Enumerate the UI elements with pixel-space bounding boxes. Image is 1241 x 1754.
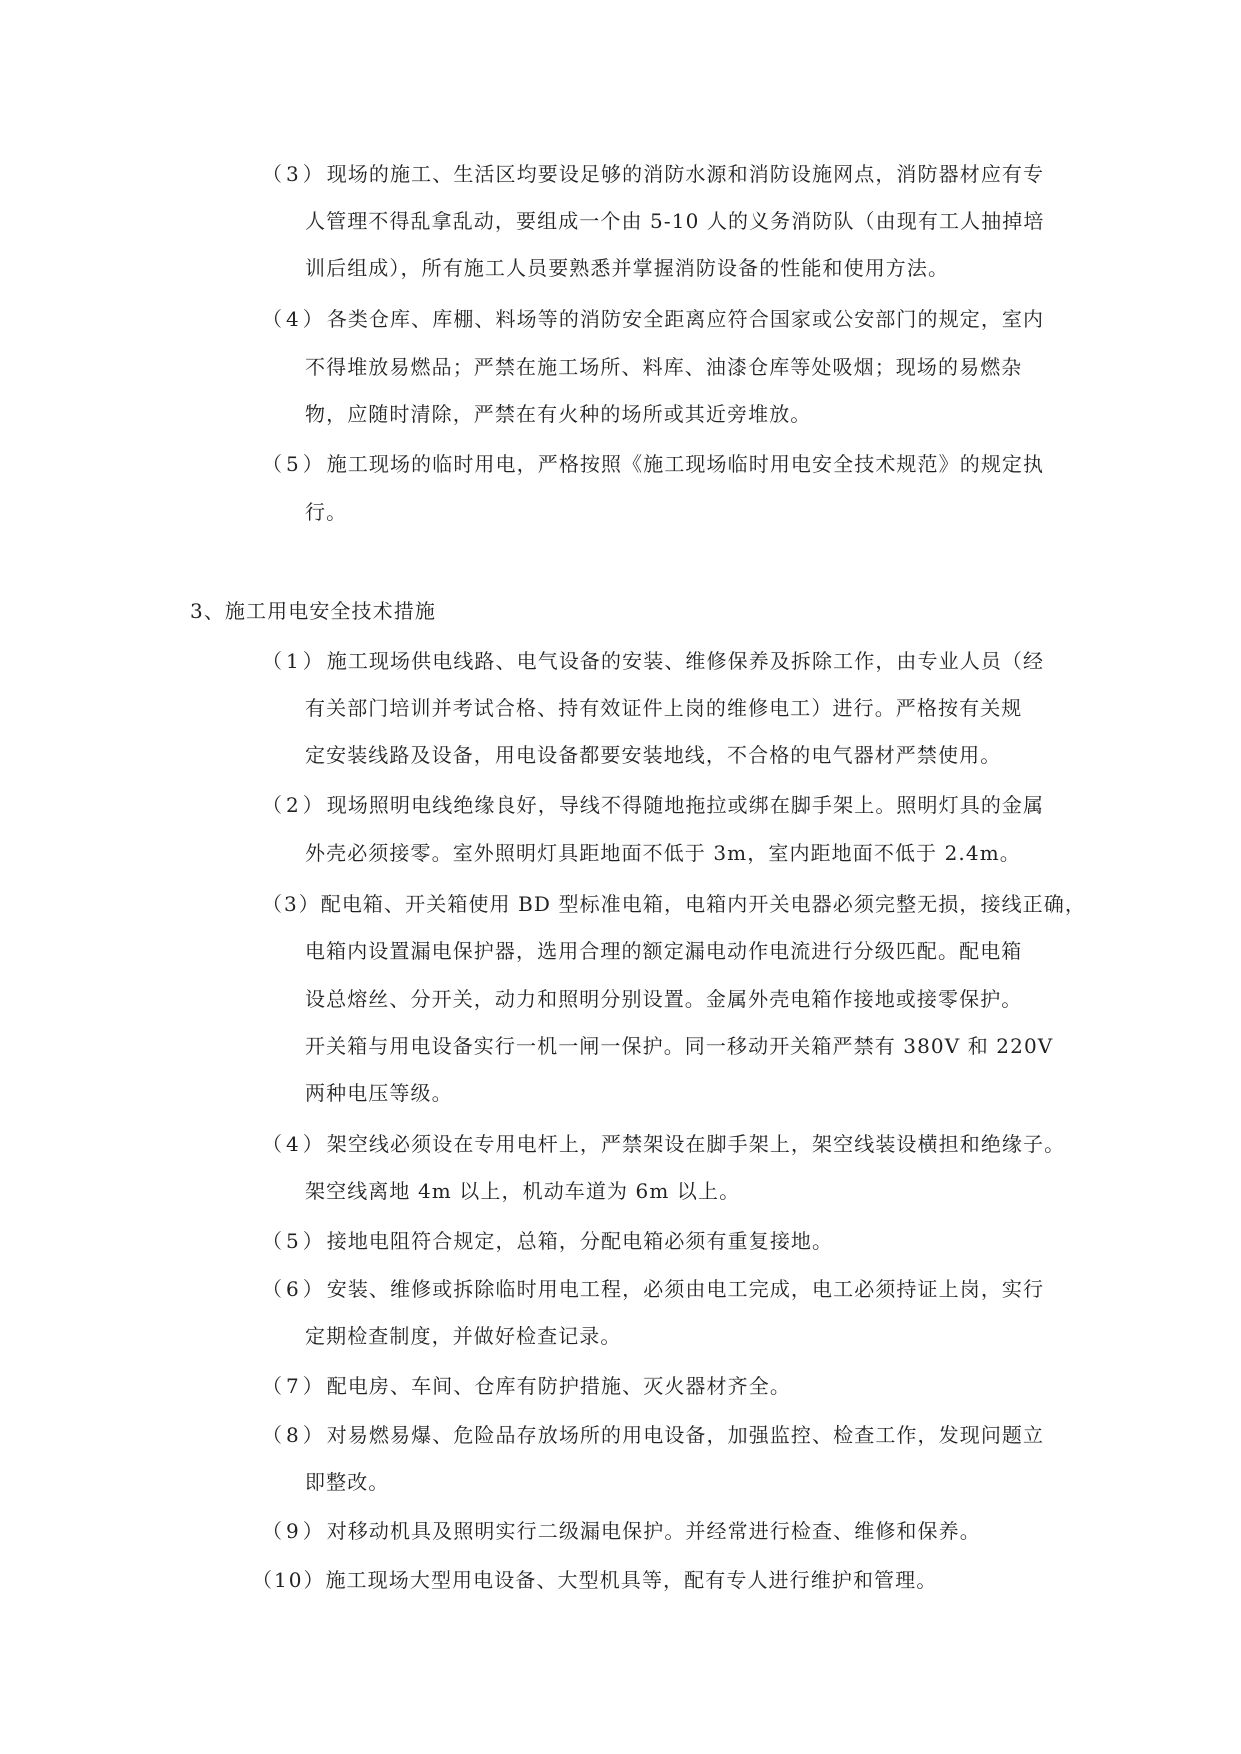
list-item-text: 现场的施工、生活区均要设足够的消防水源和消防设施网点，消防器材应有专 bbox=[326, 162, 1045, 186]
list-item-number: （4） bbox=[262, 307, 327, 331]
list-item-4-line-3: 物，应随时清除，严禁在有火种的场所或其近旁堆放。 bbox=[305, 402, 812, 426]
list-item-number: （1） bbox=[262, 649, 327, 673]
measure-item-4-line-1 bbox=[262, 1131, 1065, 1157]
measure-item-1-line-2: 有关部门培训并考试合格、持有效证件上岗的维修电工）进行。严格按有关规 bbox=[305, 696, 1023, 720]
measure-item-3-line-3: 设总熔丝、分开关，动力和照明分别设置。金属外壳电箱作接地或接零保护。 bbox=[305, 987, 1023, 1011]
measure-item-6-line-2: 定期检查制度，并做好检查记录。 bbox=[305, 1324, 622, 1348]
measure-item-8-line-1 bbox=[262, 1422, 1044, 1448]
list-item-text: 现场照明电线绝缘良好，导线不得随地拖拉或绑在脚手架上。照明灯具的金属 bbox=[326, 793, 1045, 817]
list-item-3-line-1 bbox=[262, 161, 1044, 187]
measure-item-9-line-1 bbox=[262, 1518, 981, 1544]
measure-item-5-line-1 bbox=[262, 1228, 833, 1254]
list-item-number: （9） bbox=[262, 1519, 327, 1543]
measure-item-6-line-1 bbox=[262, 1276, 1044, 1302]
measure-item-8-line-2: 即整改。 bbox=[305, 1470, 390, 1494]
list-item-4-line-2: 不得堆放易燃品；严禁在施工场所、料库、油漆仓库等处吸烟；现场的易燃杂 bbox=[305, 355, 1023, 379]
measure-item-3-line-4: 开关箱与用电设备实行一机一闸一保护。同一移动开关箱严禁有 380V 和 220V bbox=[305, 1034, 1054, 1058]
list-item-number: （7） bbox=[262, 1374, 327, 1398]
measure-item-2-line-1 bbox=[262, 792, 1044, 818]
measure-item-3-line-2: 电箱内设置漏电保护器，选用合理的额定漏电动作电流进行分级匹配。配电箱 bbox=[305, 939, 1023, 963]
section-heading: 3、施工用电安全技术措施 bbox=[190, 599, 436, 623]
measure-item-4-line-2: 架空线离地 4m 以上，机动车道为 6m 以上。 bbox=[305, 1179, 741, 1203]
list-item-text: 施工现场供电线路、电气设备的安装、维修保养及拆除工作，由专业人员（经 bbox=[326, 649, 1045, 673]
list-item-number: （5） bbox=[262, 452, 327, 476]
measure-item-3-line-5: 两种电压等级。 bbox=[305, 1081, 453, 1105]
list-item-number: （3） bbox=[262, 162, 327, 186]
list-item-text: 安装、维修或拆除临时用电工程，必须由电工完成，电工必须持证上岗，实行 bbox=[326, 1277, 1045, 1301]
measure-item-10-line-1 bbox=[252, 1567, 937, 1593]
list-item-4-line-1 bbox=[262, 306, 1044, 332]
list-item-number: （4） bbox=[262, 1132, 327, 1156]
measure-item-2-line-2: 外壳必须接零。室外照明灯具距地面不低于 3m，室内距地面不低于 2.4m。 bbox=[305, 841, 1021, 865]
list-item-3-line-2: 人管理不得乱拿乱动，要组成一个由 5-10 人的义务消防队（由现有工人抽掉培 bbox=[305, 209, 1045, 233]
list-item-text: 配电箱、开关箱使用 BD 型标准电箱，电箱内开关电器必须完整无损，接线正确， bbox=[320, 892, 1086, 916]
list-item-text: 对移动机具及照明实行二级漏电保护。并经常进行检查、维修和保养。 bbox=[326, 1519, 981, 1543]
list-item-text: 架空线必须设在专用电杆上，严禁架设在脚手架上，架空线装设横担和绝缘子。 bbox=[326, 1132, 1066, 1156]
measure-item-7-line-1 bbox=[262, 1373, 791, 1399]
list-item-number: （6） bbox=[262, 1277, 327, 1301]
list-item-text: 接地电阻符合规定，总箱，分配电箱必须有重复接地。 bbox=[326, 1229, 834, 1253]
measure-item-1-line-1 bbox=[262, 648, 1044, 674]
measure-item-1-line-3: 定安装线路及设备，用电设备都要安装地线，不合格的电气器材严禁使用。 bbox=[305, 743, 1002, 767]
list-item-number: （10） bbox=[252, 1568, 326, 1592]
list-item-text: 施工现场的临时用电，严格按照《施工现场临时用电安全技术规范》的规定执 bbox=[326, 452, 1045, 476]
list-item-text: 施工现场大型用电设备、大型机具等，配有专人进行维护和管理。 bbox=[325, 1568, 938, 1592]
list-item-number: （5） bbox=[262, 1229, 327, 1253]
measure-item-3-line-1 bbox=[262, 891, 1086, 917]
list-item-text: 对易燃易爆、危险品存放场所的用电设备，加强监控、检查工作，发现问题立 bbox=[326, 1423, 1045, 1447]
list-item-number: （8） bbox=[262, 1423, 327, 1447]
list-item-3-line-3: 训后组成），所有施工人员要熟悉并掌握消防设备的性能和使用方法。 bbox=[305, 256, 950, 280]
list-item-text: 各类仓库、库棚、料场等的消防安全距离应符合国家或公安部门的规定，室内 bbox=[326, 307, 1045, 331]
list-item-5-line-1 bbox=[262, 451, 1044, 477]
list-item-number: （2） bbox=[262, 793, 327, 817]
list-item-text: 配电房、车间、仓库有防护措施、灭火器材齐全。 bbox=[326, 1374, 791, 1398]
list-item-number: （3） bbox=[262, 892, 321, 916]
list-item-5-line-2: 行。 bbox=[305, 500, 348, 524]
